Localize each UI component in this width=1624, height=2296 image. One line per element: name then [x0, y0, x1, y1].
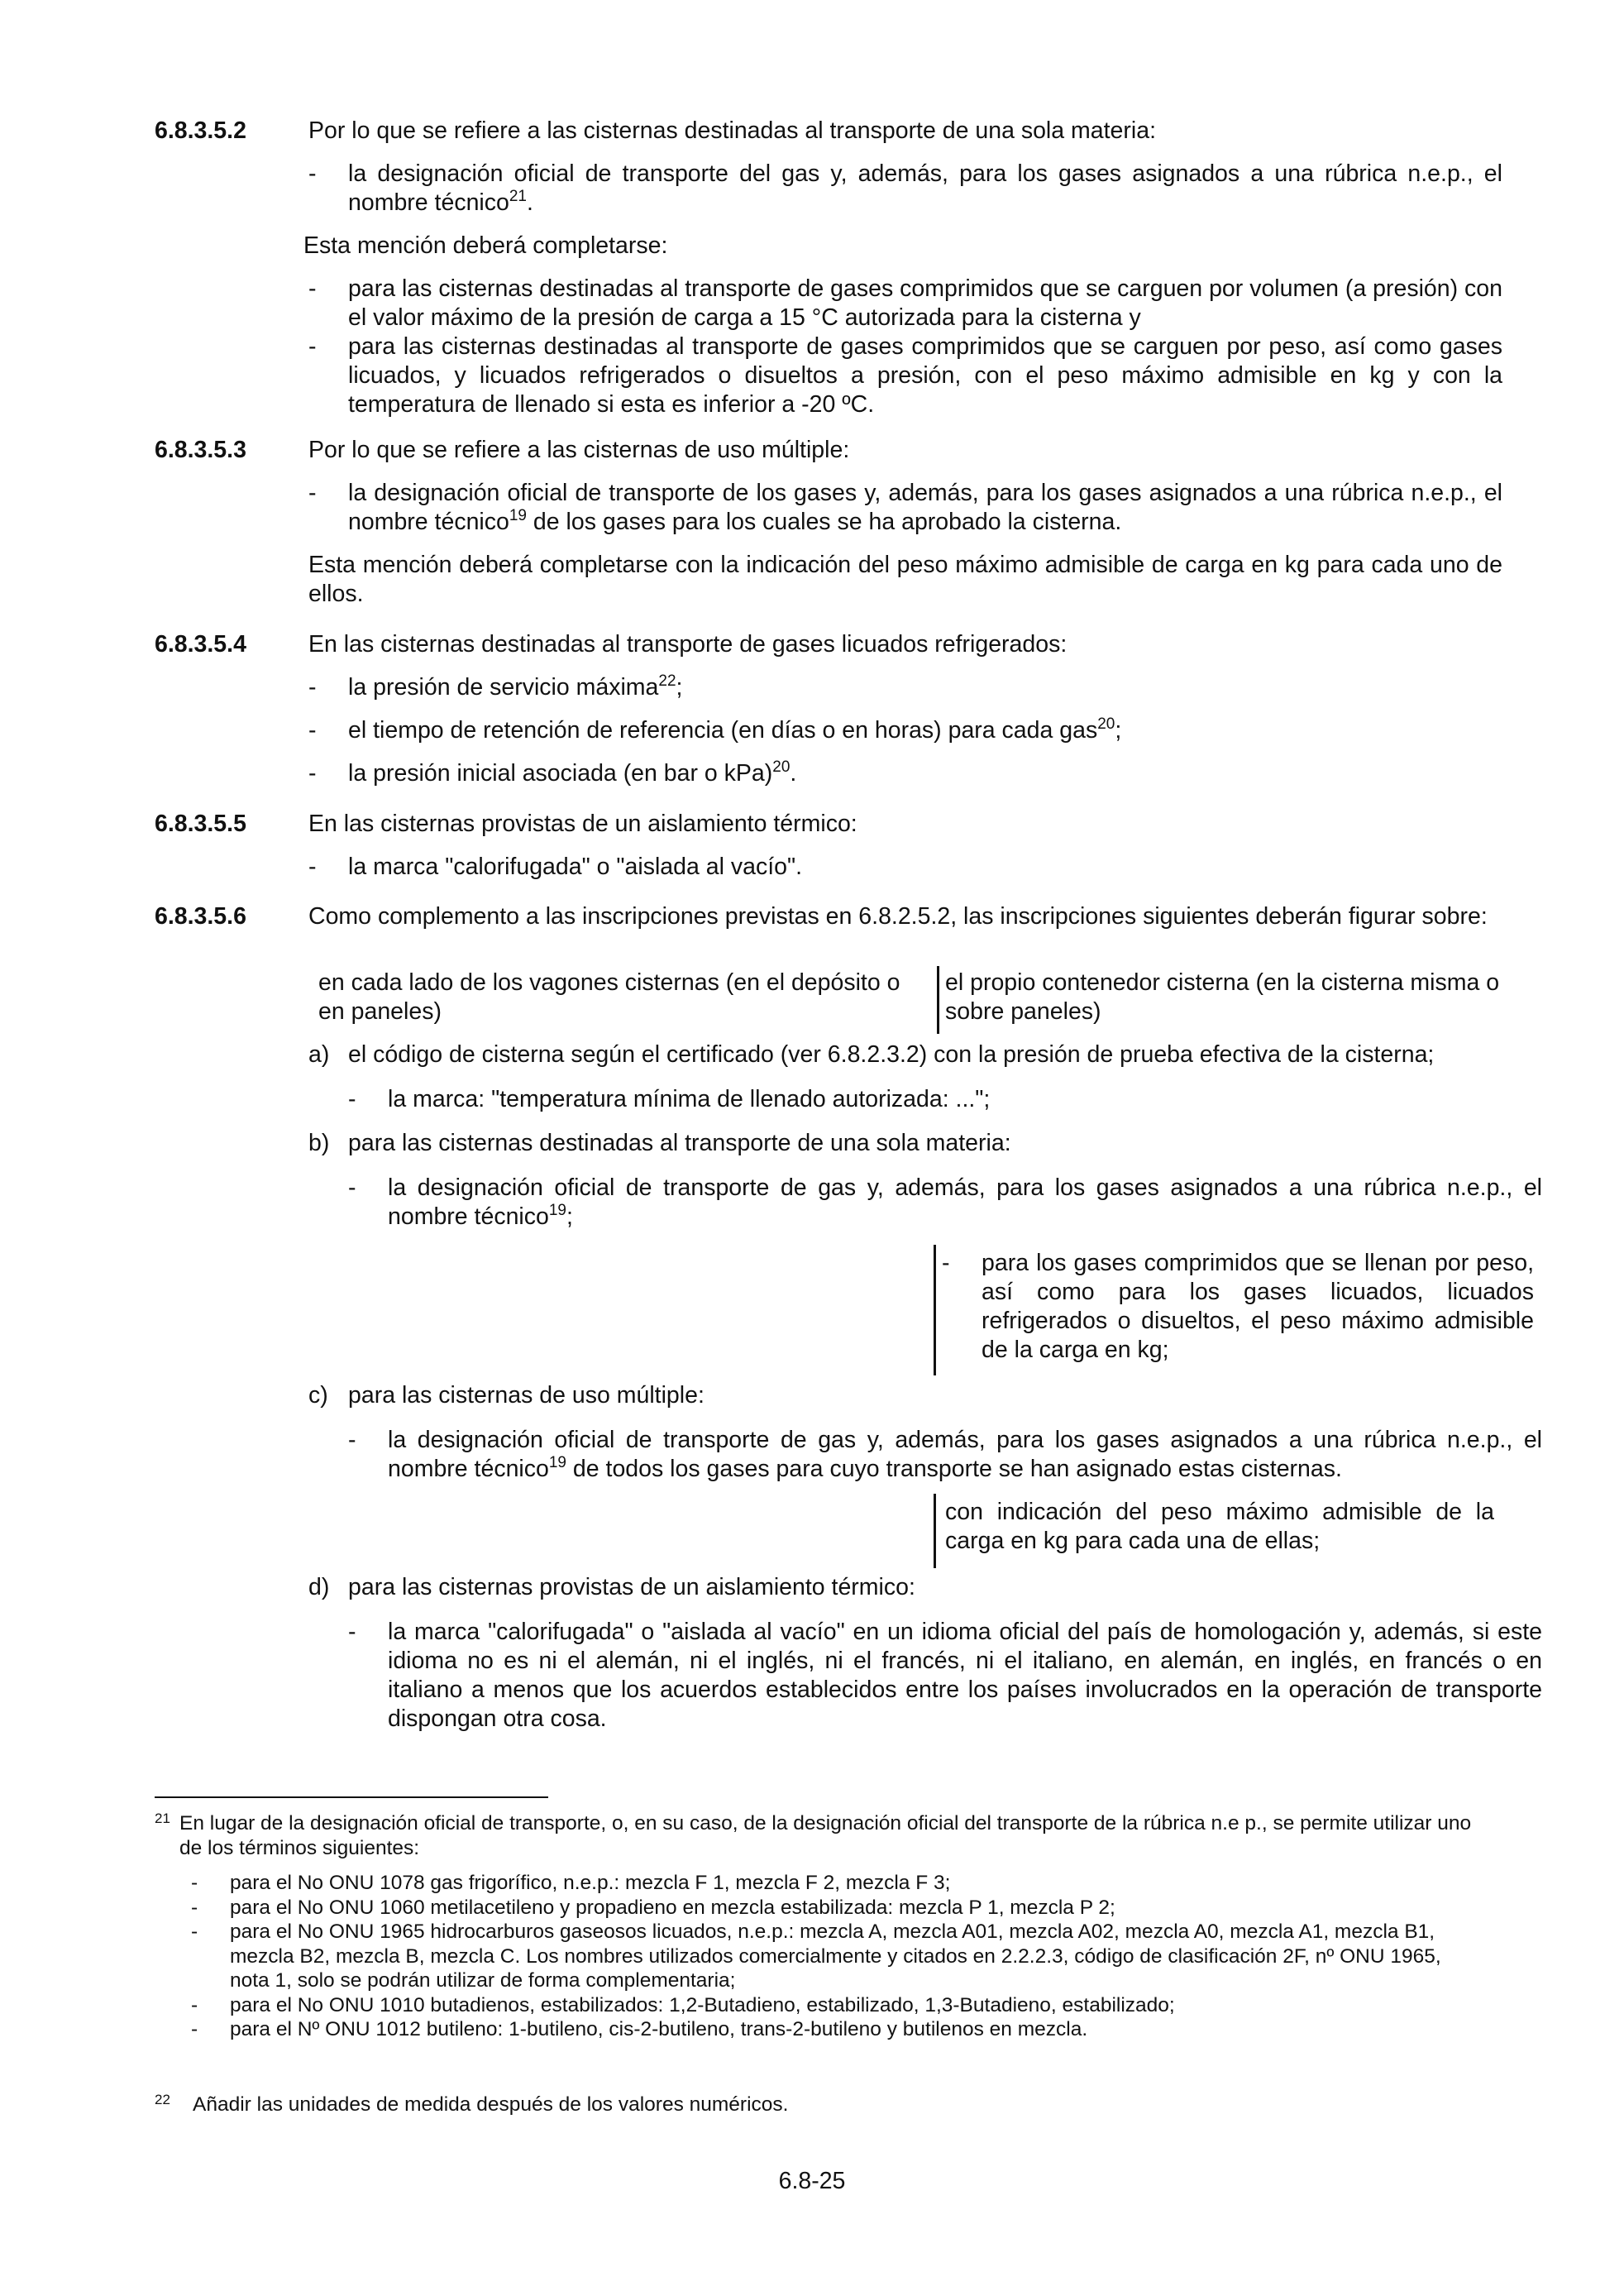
- footnote-item: - para el No ONU 1060 metilacetileno y propadieno en mezcla estabilizada: mezcla P 1, mezcla P 2;: [191, 1896, 1115, 1919]
- footnote-ref[interactable]: 20: [772, 758, 791, 776]
- section-number: 6.8.3.5.4: [155, 631, 246, 658]
- list-item: - la presión inicial asociada (en bar o kPa)$^{20}$.: [308, 758, 797, 787]
- list-item-c: c) para las cisternas de uso múltiple:: [308, 1382, 705, 1409]
- list-item: - el tiempo de retención de referencia (en días o en horas) para cada gas$^{20}$;: [308, 715, 1122, 744]
- right-column-item: - para los gases comprimidos que se llenan por peso, así como para los gases licuados, licuados refrigerados o disueltos, el peso máximo admisible de la carga en kg;: [942, 1250, 1534, 1363]
- list-item: - la presión de servicio máxima$^{22}$;: [308, 672, 683, 701]
- list-item-a: a) el código de cisterna según el certificado (ver 6.8.2.3.2) con la presión de prueba efectiva de la cisterna;: [308, 1041, 1435, 1068]
- footnote-item: - para el No ONU 1078 gas frigorífico, n.e.p.: mezcla F 1, mezcla F 2, mezcla F 3;: [191, 1872, 951, 1894]
- section-number: 6.8.3.5.3: [155, 437, 246, 463]
- page-number: 6.8-25: [778, 2168, 846, 2194]
- section-intro: En las cisternas destinadas al transporte de gases licuados refrigerados:: [308, 631, 1068, 658]
- footnote-22: 22 Añadir las unidades de medida después de los valores numéricos.: [155, 2092, 789, 2116]
- footnote-ref[interactable]: 19: [509, 507, 527, 524]
- column-divider: [934, 1494, 936, 1568]
- section-intro: Por lo que se refiere a las cisternas de uso múltiple:: [308, 437, 850, 463]
- list-item-d: d) para las cisternas provistas de un aislamiento térmico:: [308, 1574, 915, 1600]
- column-divider: [934, 1245, 936, 1375]
- footnote-ref[interactable]: 20: [1097, 715, 1115, 733]
- list-item-b: b) para las cisternas destinadas al transporte de una sola materia:: [308, 1130, 1011, 1156]
- footnote-21: 21 En lugar de la designación oficial de transporte, o, en su caso, de la designación oficial del transporte de la rúbrica n.e p., se permite utilizar uno de los términos siguientes: - para el No ONU 1078 gas frigorífico, n.e.p.: mezcla F 1, mezcla F 2, mezcla F 3; - para el No ONU 1060 metilacetileno y propadieno en mezcla estabilizada: mezcla P 1, mezcla P 2; - para el No ONU 1965 hidrocarburos gaseosos licuados, n.e.p.: mezcla A, mezcla A01, mezcla A02, mezcla A0, mezcla A1, mezcla B1, mezcla B2, mezcla B, mezcla C. Los nombres utilizados comercialmente y citados en 2.2.2.3, código de clasificación 2F, nº ONU 1965, nota 1, solo se podrán utilizar de forma complementaria; - para el No ONU 1010 butadienos, estabilizados: 1,2-Butadieno, estabilizado, 1,3-Butadieno, estabilizado; - para el Nº ONU 1012 butileno: 1-butileno, cis-2-butileno, trans-2-butileno y butilenos en mezcla.: [155, 1811, 1478, 2042]
- list-item: - la marca: "temperatura mínima de llenado autorizada: ...";: [348, 1086, 991, 1112]
- list-item: - la designación oficial de transporte del gas y, además, para los gases asignados a una rúbrica n.e.p., el nombre técnico$^{21}$.: [308, 160, 1502, 216]
- list-item: - la marca "calorifugada" o "aislada al vacío".: [308, 854, 803, 880]
- footnote-ref[interactable]: 21: [509, 188, 527, 205]
- footnote-list: [155, 1871, 1478, 2042]
- section-number: 6.8.3.5.6: [155, 903, 246, 930]
- section-intro: Como complemento a las inscripciones previstas en 6.8.2.5.2, las inscripciones siguientes deberán figurar sobre:: [308, 903, 1488, 930]
- section-number: 6.8.3.5.2: [155, 117, 246, 144]
- list-item: - la designación oficial de transporte de los gases y, además, para los gases asignados a una rúbrica n.e.p., el nombre técnico$^{19}$ de los gases para los cuales se ha aprobado la cisterna.: [308, 480, 1502, 535]
- footnote-item: - para el No ONU 1010 butadienos, estabilizados: 1,2-Butadieno, estabilizado, 1,3-Butadieno, estabilizado;: [191, 1993, 1175, 2016]
- column-left-heading: en cada lado de los vagones cisternas (en el depósito o en paneles): [318, 969, 900, 1025]
- footnote-item: - para el No ONU 1965 hidrocarburos gaseosos licuados, n.e.p.: mezcla A, mezcla A01, mezcla A02, mezcla A0, mezcla A1, mezcla B1, mezcla B2, mezcla B, mezcla C. Los nombres utilizados comercialmente y citados en 2.2.2.3, código de clasificación 2F, nº ONU 1965, nota 1, solo se podrán utilizar de forma complementaria;: [191, 1921, 1441, 1992]
- section-intro: Por lo que se refiere a las cisternas destinadas al transporte de una sola materia:: [308, 117, 1156, 144]
- paragraph: Esta mención deberá completarse:: [303, 232, 668, 259]
- list-item: - la marca "calorifugada" o "aislada al vacío" en un idioma oficial del país de homologación y, además, si este idioma no es ni el alemán, ni el inglés, ni el francés, ni el italiano, en alemán, en inglés, en francés o en italiano a menos que los acuerdos establecidos entre los países involucrados en la operación de transporte dispongan otra cosa.: [348, 1619, 1542, 1732]
- right-column-item: con indicación del peso máximo admisible de la carga en kg para cada una de ellas;: [945, 1499, 1494, 1554]
- list-item: - para las cisternas destinadas al transporte de gases comprimidos que se carguen por volumen (a presión) con el valor máximo de la presión de carga a 15 °C autorizada para la cisterna y: [308, 275, 1502, 331]
- footnote-ref[interactable]: 19: [548, 1202, 566, 1219]
- footnote-separator: [155, 1796, 548, 1798]
- list-item: - la designación oficial de transporte de gas y, además, para los gases asignados a una rúbrica n.e.p., el nombre técnico$^{19}$;: [348, 1174, 1542, 1230]
- footnote-ref[interactable]: 19: [548, 1454, 566, 1471]
- column-divider: [937, 966, 939, 1034]
- list-item: - la designación oficial de transporte de gas y, además, para los gases asignados a una rúbrica n.e.p., el nombre técnico$^{19}$ de todos los gases para cuyo transporte se han asignado estas cisternas.: [348, 1427, 1542, 1482]
- section-intro: En las cisternas provistas de un aislamiento térmico:: [308, 811, 857, 837]
- footnote-ref[interactable]: 22: [658, 672, 676, 690]
- list-item: - para las cisternas destinadas al transporte de gases comprimidos que se carguen por peso, así como gases licuados, y licuados refrigerados o disueltos a presión, con el peso máximo admisible en kg y con la temperatura de llenado si esta es inferior a -20 ºC.: [308, 333, 1502, 418]
- footnote-text: Añadir las unidades de medida después de los valores numéricos.: [193, 2093, 789, 2116]
- paragraph: Esta mención deberá completarse con la indicación del peso máximo admisible de carga en kg para cada uno de ellos.: [308, 552, 1502, 607]
- footnote-text: En lugar de la designación oficial de transporte, o, en su caso, de la designación oficial del transporte de la rúbrica n.e p., se permite utilizar uno de los términos siguientes:: [179, 1812, 1472, 1859]
- section-number: 6.8.3.5.5: [155, 811, 246, 837]
- footnote-item: - para el Nº ONU 1012 butileno: 1-butileno, cis-2-butileno, trans-2-butileno y butilenos en mezcla.: [191, 2018, 1088, 2040]
- column-right-heading: el propio contenedor cisterna (en la cisterna misma o sobre paneles): [945, 969, 1500, 1025]
